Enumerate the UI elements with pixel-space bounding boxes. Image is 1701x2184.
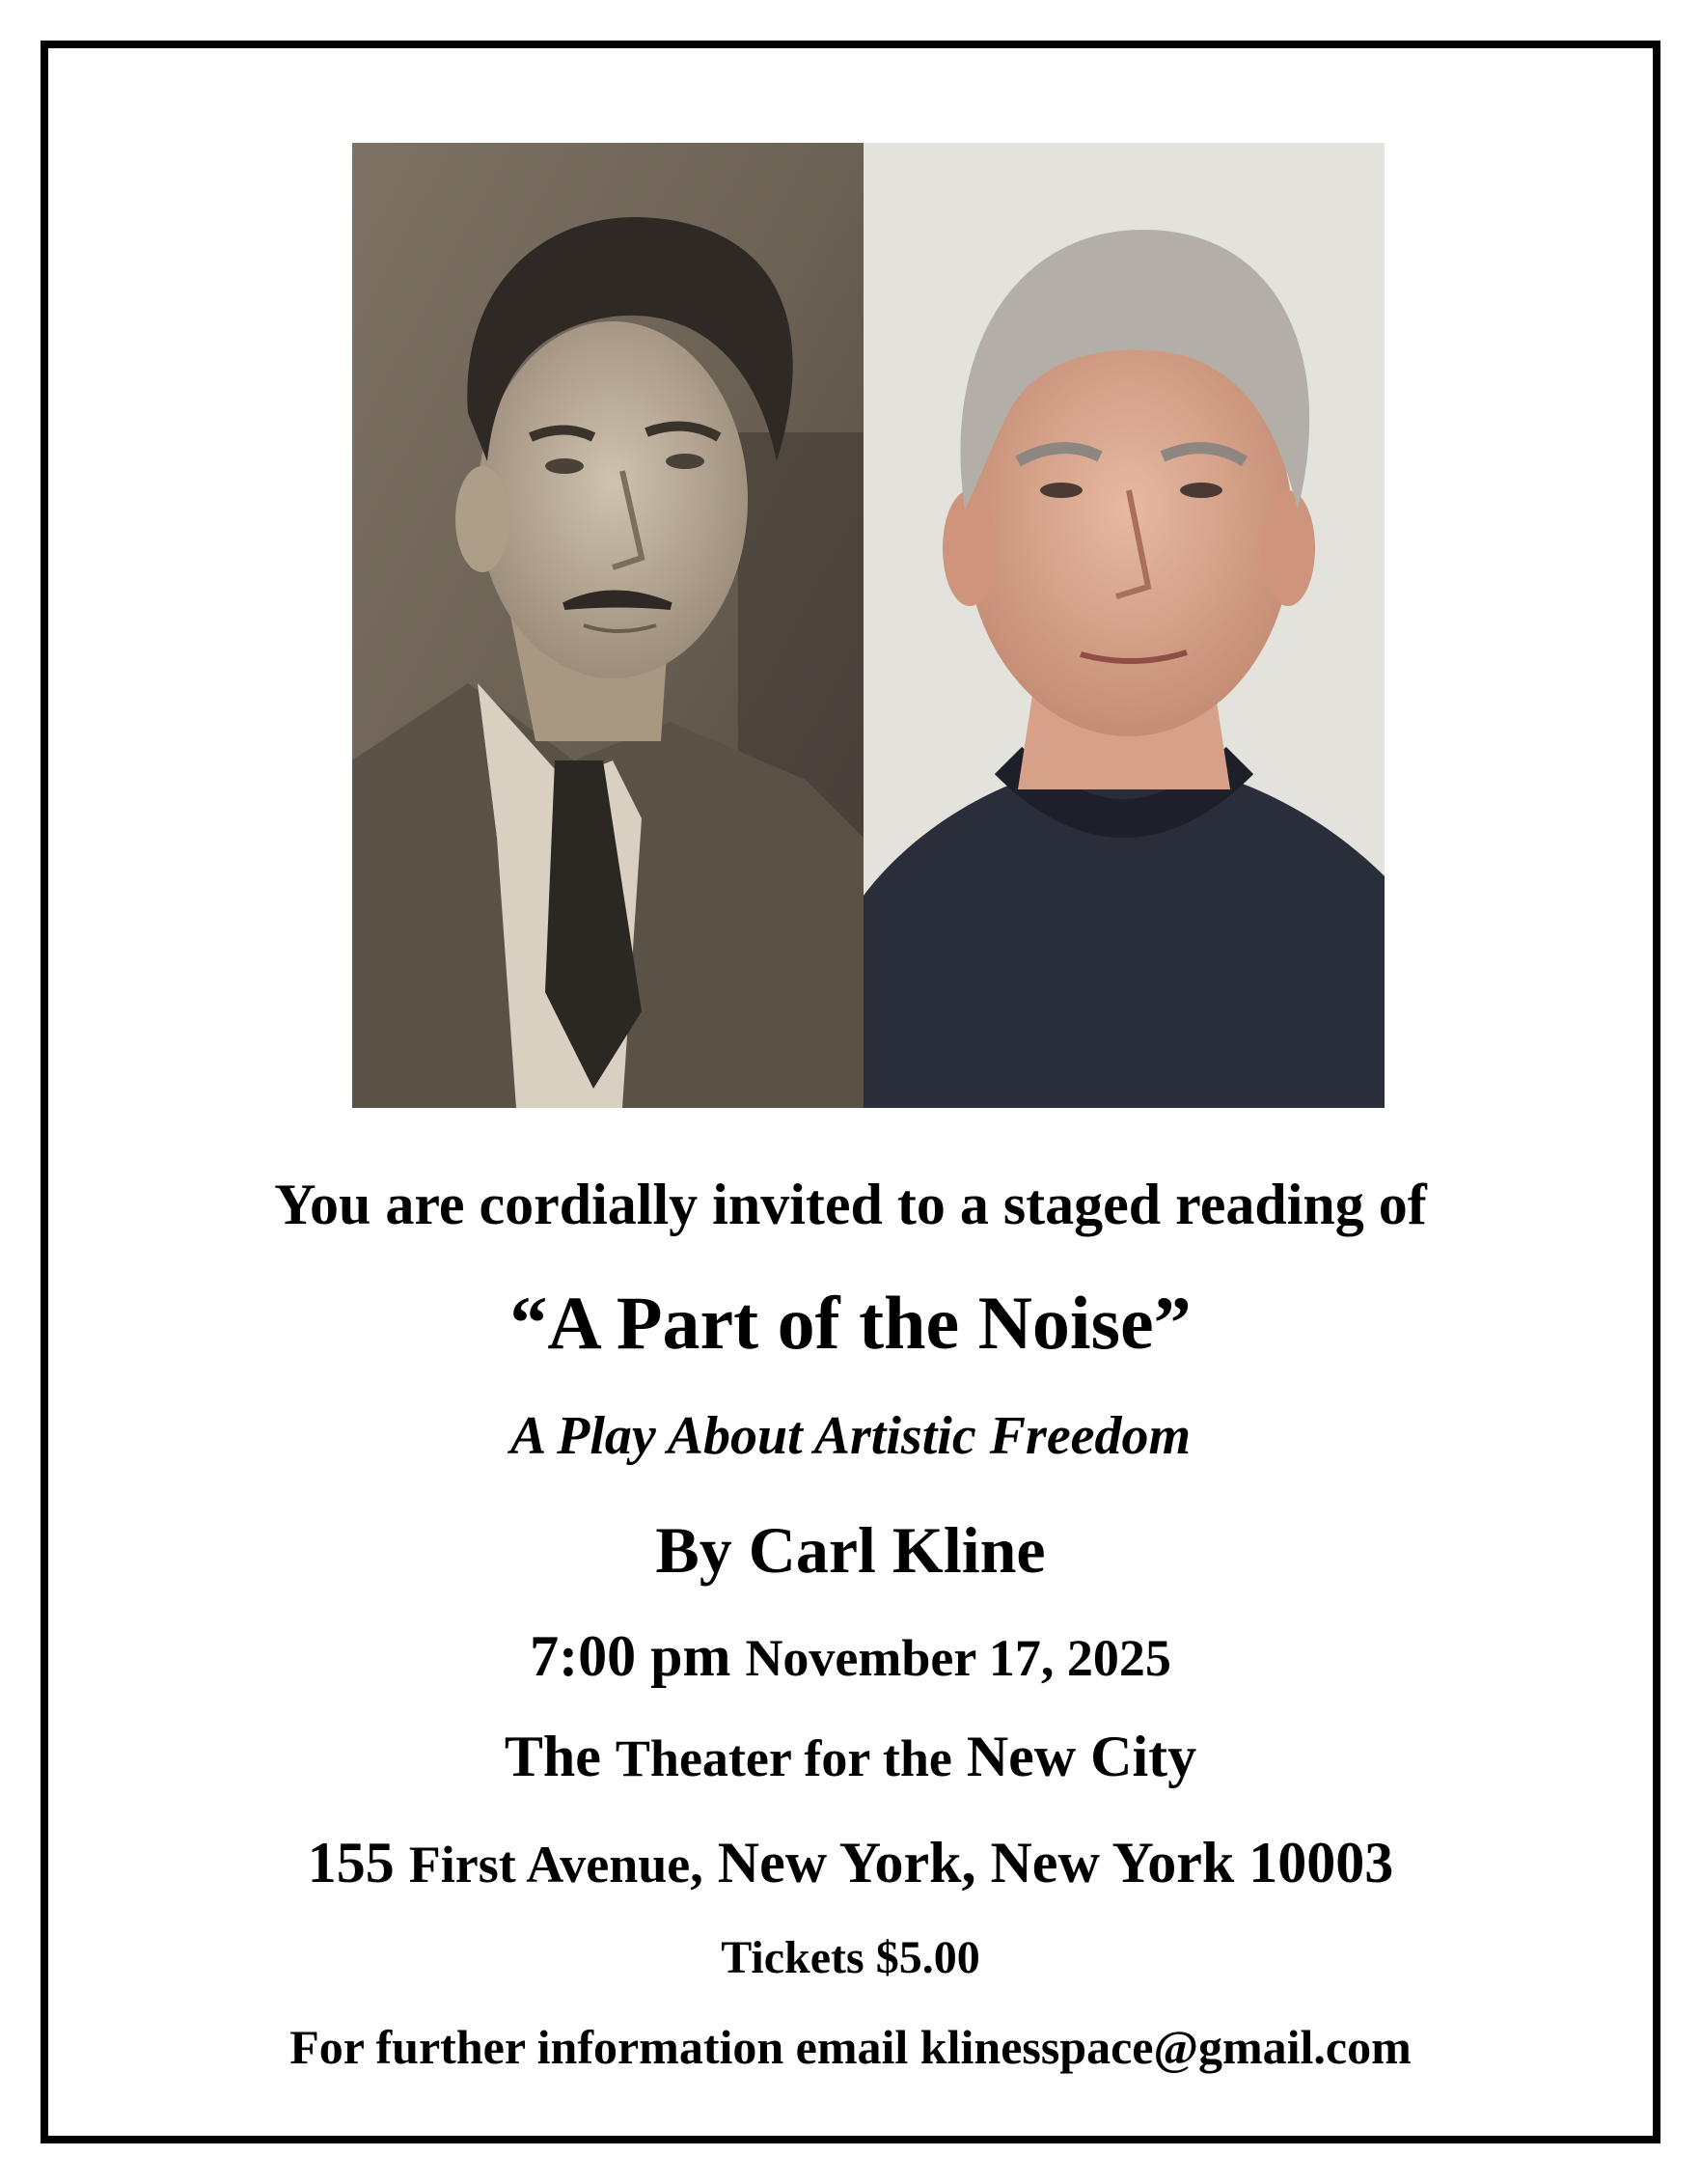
venue-name xyxy=(41,1725,1660,1788)
current-portrait-photo xyxy=(864,143,1385,1108)
play-title: “A Part of the Noise” xyxy=(509,1281,1192,1365)
contact-info: For further information email klinesspace@gmail.com xyxy=(289,2020,1412,2074)
event-time: 7:00 pm xyxy=(530,1624,731,1688)
address-city: New York, New York 10003 xyxy=(717,1831,1394,1894)
play-subtitle: A Play About Artistic Freedom xyxy=(509,1406,1192,1466)
author-line: By Carl Kline xyxy=(655,1513,1046,1587)
vintage-portrait-photo xyxy=(352,143,864,1108)
ticket-price: Tickets $5.00 xyxy=(721,1932,980,1983)
venue-address xyxy=(41,1831,1660,1894)
venue-middle: Theater for the xyxy=(615,1729,952,1787)
venue-prefix: The xyxy=(504,1725,601,1788)
address-number: 155 xyxy=(307,1831,395,1894)
address-street: First Avenue, xyxy=(408,1836,703,1894)
event-datetime xyxy=(41,1624,1660,1688)
portrait-photos xyxy=(352,143,1385,1108)
event-date: November 17, 2025 xyxy=(745,1629,1171,1687)
invitation-line: You are cordially invited to a staged reading of xyxy=(274,1173,1427,1236)
venue-suffix: New City xyxy=(966,1725,1197,1788)
